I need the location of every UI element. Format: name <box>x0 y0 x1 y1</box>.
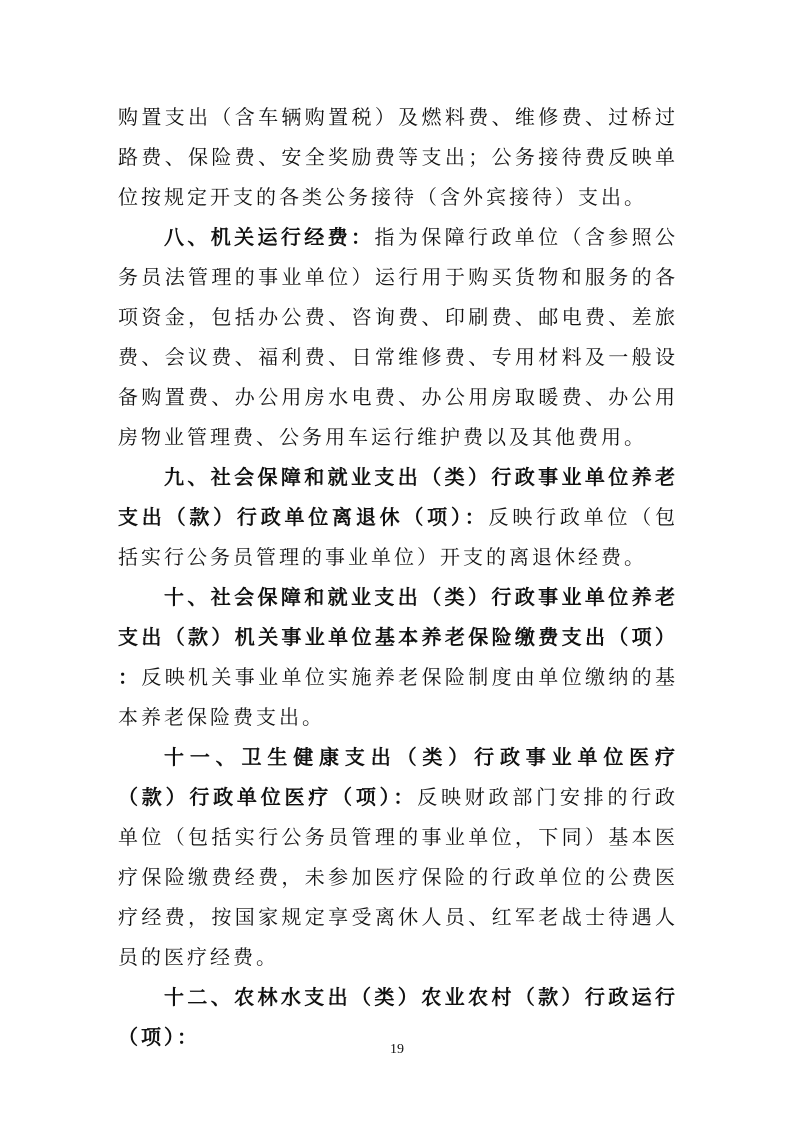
paragraph-text: 购置支出（含车辆购置税）及燃料费、维修费、过桥过路费、保险费、安全奖励费等支出；公务接待费反映单位按规定开支的各类公务接待（含外宾接待）支出。 <box>118 105 678 209</box>
paragraph-heading: 十一、卫生健康支出（类）行政事业单位医疗（款）行政单位医疗（项）： <box>118 745 678 809</box>
paragraph-heading: 八、机关运行经费： <box>164 225 375 249</box>
paragraph-heading: 十二、农林水支出（类）农业农村（款）行政运行（项）： <box>118 985 678 1049</box>
paragraph-text: 指为保障行政单位（含参照公务员法管理的事业单位）运行用于购买货物和服务的各项资金，包括办公费、咨询费、印刷费、邮电费、差旅费、会议费、福利费、日常维修费、专用材料及一般设备购置费、办公用房水电费、办公用房取暖费、办公用房物业管理费、公务用车运行维护费以及其他费用。 <box>118 225 679 449</box>
page-number: 19 <box>390 1042 404 1057</box>
paragraph-item-10 <box>118 577 698 737</box>
paragraph-heading: 十、社会保障和就业支出（类）行政事业单位养老支出（款）机关事业单位基本养老保险缴费支出（项） ： <box>118 585 698 689</box>
document-body <box>118 97 698 1057</box>
paragraph-item-11 <box>118 737 678 977</box>
paragraph-vehicle-costs <box>118 97 678 217</box>
paragraph-text: 反映机关事业单位实施养老保险制度由单位缴纳的基本养老保险费支出。 <box>118 665 679 729</box>
paragraph-text: 反映行政单位（包括实行公务员管理的事业单位）开支的离退休经费。 <box>118 505 679 569</box>
paragraph-heading: 九、社会保障和就业支出（类）行政事业单位养老支出（款）行政单位离退休（项）： <box>118 465 678 529</box>
paragraph-item-9 <box>118 457 678 577</box>
paragraph-text: 反映财政部门安排的行政单位（包括实行公务员管理的事业单位，下同）基本医疗保险缴费经费，未参加医疗保险的行政单位的公费医疗经费，按国家规定享受离休人员、红军老战士待遇人员的医疗经费。 <box>118 785 679 969</box>
paragraph-item-8 <box>118 217 678 457</box>
